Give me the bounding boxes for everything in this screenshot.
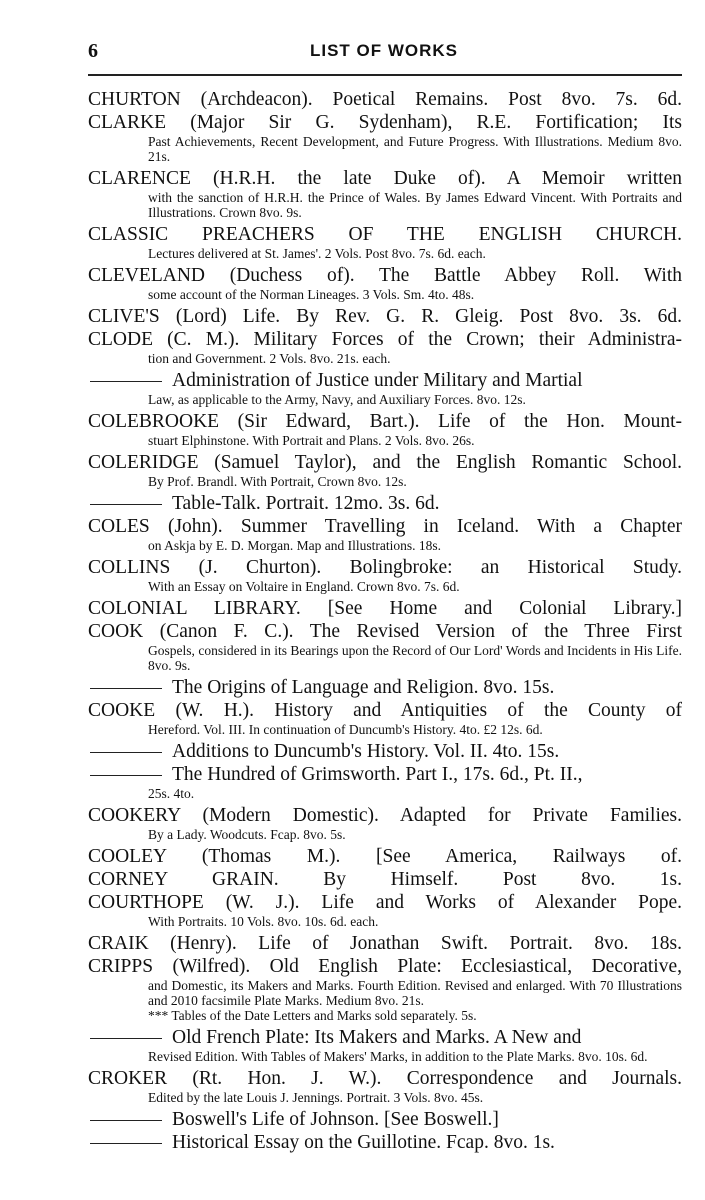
entry-heading xyxy=(88,264,682,287)
catalogue-entry xyxy=(88,369,682,410)
entry-heading xyxy=(88,597,682,620)
ditto-dash xyxy=(90,381,162,382)
entry-heading xyxy=(88,515,682,538)
catalogue-entry xyxy=(88,1131,682,1154)
catalogue-entry xyxy=(88,845,682,868)
entry-details xyxy=(88,538,682,556)
catalogue-entry xyxy=(88,740,682,763)
entry-details xyxy=(88,433,682,451)
entry-details xyxy=(88,190,682,223)
entry-heading xyxy=(88,410,682,433)
entry-heading-text: Table-Talk. Portrait. 12mo. 3s. 6d. xyxy=(172,493,440,514)
entry-details xyxy=(88,978,682,1026)
running-title: LIST OF WORKS xyxy=(309,41,459,60)
entry-details xyxy=(88,134,682,167)
entry-heading-text: CORNEY GRAIN. By Himself. Post 8vo. 1s. xyxy=(88,869,682,890)
catalogue-entry xyxy=(88,1108,682,1131)
entry-heading-text: CLEVELAND (Duchess of). The Battle Abbey Roll. With xyxy=(88,265,682,286)
entry-details xyxy=(88,722,682,740)
entry-details xyxy=(88,786,682,804)
entry-heading-text: COLLINS (J. Churton). Bolingbroke: an Historical Study. xyxy=(88,557,682,578)
catalogue-entry xyxy=(88,305,682,328)
entry-heading xyxy=(88,167,682,190)
catalogue-entry xyxy=(88,515,682,556)
entry-heading xyxy=(88,556,682,579)
ditto-dash xyxy=(90,504,162,505)
entry-details xyxy=(88,914,682,932)
catalogue-entry xyxy=(88,955,682,1026)
entry-detail-line: and Domestic, its Makers and Marks. Fourth Edition. Revised and enlarged. With 70 Illustrations and 2010 facsimile Plate Marks. Medium 8vo. 21s. xyxy=(148,978,682,1008)
entry-details xyxy=(88,1049,682,1067)
catalogue-entry xyxy=(88,699,682,740)
entry-heading-text: CLODE (C. M.). Military Forces of the Crown; their Administra- xyxy=(88,329,682,350)
entry-detail-line: By a Lady. Woodcuts. Fcap. 8vo. 5s. xyxy=(148,827,346,842)
entry-heading xyxy=(88,1131,682,1154)
entry-detail-line: 25s. 4to. xyxy=(148,786,195,801)
entry-details xyxy=(88,392,682,410)
entry-heading xyxy=(88,868,682,891)
entry-heading-text: CRAIK (Henry). Life of Jonathan Swift. Portrait. 8vo. 18s. xyxy=(88,933,682,954)
catalogue-entry xyxy=(88,328,682,369)
entry-heading xyxy=(88,676,682,699)
entry-heading-text: COLEBROOKE (Sir Edward, Bart.). Life of the Hon. Mount- xyxy=(88,411,682,432)
entry-detail-line: Gospels, considered in its Bearings upon the Record of Our Lord' Words and Incidents in His Life. 8vo. 9s. xyxy=(148,643,682,673)
entry-heading xyxy=(88,620,682,643)
header-rule xyxy=(88,74,682,76)
works-list xyxy=(88,88,682,1154)
entry-heading xyxy=(88,328,682,351)
entry-heading-text: Boswell's Life of Johnson. [See Boswell.] xyxy=(172,1109,499,1130)
entry-details xyxy=(88,643,682,676)
entry-heading xyxy=(88,740,682,763)
entry-heading-text: CLARKE (Major Sir G. Sydenham), R.E. Fortification; Its xyxy=(88,112,682,133)
entry-detail-line: *** Tables of the Date Letters and Marks sold separately. 5s. xyxy=(148,1008,477,1023)
entry-heading xyxy=(88,699,682,722)
catalogue-entry xyxy=(88,597,682,620)
entry-details xyxy=(88,579,682,597)
catalogue-entry xyxy=(88,410,682,451)
entry-heading xyxy=(88,845,682,868)
ditto-dash xyxy=(90,1038,162,1039)
ditto-dash xyxy=(90,1143,162,1144)
entry-heading xyxy=(88,223,682,246)
entry-detail-line: Law, as applicable to the Army, Navy, and Auxiliary Forces. 8vo. 12s. xyxy=(148,392,526,407)
entry-heading-text: The Origins of Language and Religion. 8vo. 15s. xyxy=(172,677,555,698)
catalogue-entry xyxy=(88,868,682,891)
entry-heading xyxy=(88,1067,682,1090)
entry-heading-text: COLES (John). Summer Travelling in Iceland. With a Chapter xyxy=(88,516,682,537)
entry-detail-line: on Askja by E. D. Morgan. Map and Illustrations. 18s. xyxy=(148,538,441,553)
catalogue-entry xyxy=(88,111,682,167)
entry-detail-line: some account of the Norman Lineages. 3 Vols. Sm. 4to. 48s. xyxy=(148,287,475,302)
entry-detail-line: with the sanction of H.R.H. the Prince of Wales. By James Edward Vincent. With Portraits and Illustrations. Crown 8vo. 9s. xyxy=(148,190,682,220)
entry-heading-text: CLIVE'S (Lord) Life. By Rev. G. R. Gleig. Post 8vo. 3s. 6d. xyxy=(88,306,682,327)
entry-heading xyxy=(88,763,682,786)
entry-heading-text: The Hundred of Grimsworth. Part I., 17s. 6d., Pt. II., xyxy=(172,764,583,785)
entry-heading-text: Additions to Duncumb's History. Vol. II. 4to. 15s. xyxy=(172,741,560,762)
entry-heading-text: COOKE (W. H.). History and Antiquities of the County of xyxy=(88,700,682,721)
catalogue-entry xyxy=(88,891,682,932)
entry-detail-line: Lectures delivered at St. James'. 2 Vols. Post 8vo. 7s. 6d. each. xyxy=(148,246,486,261)
page-header xyxy=(88,40,680,70)
entry-detail-line: tion and Government. 2 Vols. 8vo. 21s. each. xyxy=(148,351,391,366)
entry-heading xyxy=(88,955,682,978)
entry-heading-text: Old French Plate: Its Makers and Marks. A New and xyxy=(172,1027,582,1048)
catalogue-entry xyxy=(88,763,682,804)
entry-heading xyxy=(88,891,682,914)
entry-details xyxy=(88,351,682,369)
entry-heading-text: COLERIDGE (Samuel Taylor), and the English Romantic School. xyxy=(88,452,682,473)
catalogue-entry xyxy=(88,620,682,676)
entry-heading xyxy=(88,111,682,134)
entry-heading-text: Historical Essay on the Guillotine. Fcap. 8vo. 1s. xyxy=(172,1132,555,1153)
ditto-dash xyxy=(90,688,162,689)
entry-heading-text: CROKER (Rt. Hon. J. W.). Correspondence and Journals. xyxy=(88,1068,682,1089)
entry-heading-text: Administration of Justice under Military and Martial xyxy=(172,370,583,391)
entry-details xyxy=(88,246,682,264)
page-number: 6 xyxy=(88,40,98,62)
entry-heading xyxy=(88,1108,682,1131)
entry-heading xyxy=(88,492,682,515)
ditto-dash xyxy=(90,1120,162,1121)
entry-details xyxy=(88,827,682,845)
entry-heading-text: COLONIAL LIBRARY. [See Home and Colonial Library.] xyxy=(88,598,682,619)
entry-heading xyxy=(88,369,682,392)
catalogue-entry xyxy=(88,264,682,305)
catalogue-entry xyxy=(88,492,682,515)
catalogue-entry xyxy=(88,676,682,699)
entry-detail-line: With Portraits. 10 Vols. 8vo. 10s. 6d. each. xyxy=(148,914,379,929)
entry-detail-line: stuart Elphinstone. With Portrait and Plans. 2 Vols. 8vo. 26s. xyxy=(148,433,475,448)
entry-heading xyxy=(88,804,682,827)
entry-detail-line: Past Achievements, Recent Development, and Future Progress. With Illustrations. Medium 8vo. 21s. xyxy=(148,134,682,164)
catalogue-entry xyxy=(88,167,682,223)
catalogue-entry xyxy=(88,451,682,492)
entry-heading-text: COOKERY (Modern Domestic). Adapted for Private Families. xyxy=(88,805,682,826)
entry-detail-line: With an Essay on Voltaire in England. Crown 8vo. 7s. 6d. xyxy=(148,579,460,594)
entry-heading xyxy=(88,932,682,955)
ditto-dash xyxy=(90,752,162,753)
entry-heading-text: CLASSIC PREACHERS OF THE ENGLISH CHURCH. xyxy=(88,224,682,245)
entry-heading xyxy=(88,451,682,474)
entry-heading-text: COOK (Canon F. C.). The Revised Version of the Three First xyxy=(88,621,682,642)
entry-heading-text: COURTHOPE (W. J.). Life and Works of Alexander Pope. xyxy=(88,892,682,913)
catalogue-entry xyxy=(88,556,682,597)
catalogue-entry xyxy=(88,1067,682,1108)
entry-heading-text: CLARENCE (H.R.H. the late Duke of). A Memoir written xyxy=(88,168,682,189)
entry-heading-text: CRIPPS (Wilfred). Old English Plate: Ecclesiastical, Decorative, xyxy=(88,956,682,977)
catalogue-entry xyxy=(88,88,682,111)
catalogue-entry xyxy=(88,804,682,845)
entry-heading xyxy=(88,88,682,111)
entry-detail-line: Edited by the late Louis J. Jennings. Portrait. 3 Vols. 8vo. 45s. xyxy=(148,1090,484,1105)
entry-heading-text: COOLEY (Thomas M.). [See America, Railways of. xyxy=(88,846,682,867)
catalogue-entry xyxy=(88,223,682,264)
entry-details xyxy=(88,474,682,492)
entry-detail-line: By Prof. Brandl. With Portrait, Crown 8vo. 12s. xyxy=(148,474,407,489)
entry-details xyxy=(88,287,682,305)
catalogue-entry xyxy=(88,932,682,955)
catalogue-entry xyxy=(88,1026,682,1067)
entry-heading-text: CHURTON (Archdeacon). Poetical Remains. Post 8vo. 7s. 6d. xyxy=(88,89,682,110)
entry-detail-line: Hereford. Vol. III. In continuation of Duncumb's History. 4to. £2 12s. 6d. xyxy=(148,722,543,737)
ditto-dash xyxy=(90,775,162,776)
entry-detail-line: Revised Edition. With Tables of Makers' Marks, in addition to the Plate Marks. 8vo. 10s. 6d. xyxy=(148,1049,648,1064)
entry-heading xyxy=(88,305,682,328)
entry-heading xyxy=(88,1026,682,1049)
entry-details xyxy=(88,1090,682,1108)
